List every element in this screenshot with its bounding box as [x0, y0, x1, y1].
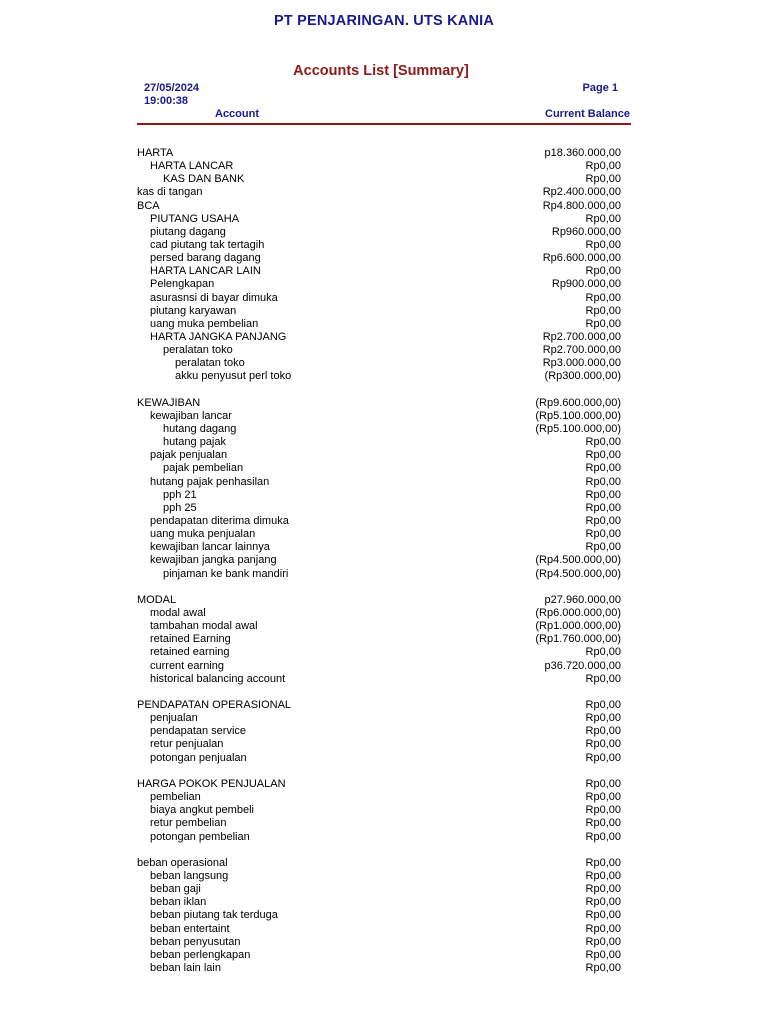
account-balance: (Rp1.000.000,00) — [535, 620, 621, 633]
account-name: piutang karyawan — [150, 304, 237, 317]
account-balance: (Rp4.500.000,00) — [535, 554, 621, 567]
account-row — [137, 738, 621, 751]
account-row — [137, 752, 621, 765]
account-balance: (Rp4.500.000,00) — [535, 567, 621, 580]
page-number: Page 1 — [582, 82, 618, 94]
account-name: pendapatan diterima dimuka — [150, 514, 289, 527]
account-name: modal awal — [150, 607, 206, 620]
account-name: cad piutang tak tertagih — [150, 238, 265, 251]
account-name: hutang pajak — [163, 436, 226, 449]
account-balance: (Rp9.600.000,00) — [535, 396, 621, 409]
account-row — [137, 699, 621, 712]
account-name: retained Earning — [150, 633, 231, 646]
account-row — [137, 252, 621, 265]
account-name: beban perlengkapan — [150, 948, 251, 961]
account-row — [137, 515, 621, 528]
account-name: potongan pembelian — [150, 830, 250, 843]
account-balance: Rp0,00 — [585, 922, 621, 935]
account-balance: Rp2.400.000,00 — [542, 186, 621, 199]
account-row — [137, 370, 621, 383]
account-name: beban piutang tak terduga — [150, 909, 278, 922]
account-group — [137, 147, 621, 384]
account-balance: Rp0,00 — [585, 896, 621, 909]
account-row — [137, 213, 621, 226]
account-name: KAS DAN BANK — [163, 173, 245, 186]
report-title: Accounts List [Summary] — [293, 63, 469, 79]
account-balance: (Rp1.760.000,00) — [535, 633, 621, 646]
account-row — [137, 883, 621, 896]
account-balance: Rp3.000.000,00 — [542, 357, 621, 370]
account-balance: Rp0,00 — [585, 646, 621, 659]
account-name: piutang dagang — [150, 225, 226, 238]
account-balance: Rp2.700.000,00 — [542, 330, 621, 343]
account-row — [137, 712, 621, 725]
account-balance: Rp0,00 — [585, 265, 621, 278]
account-balance: Rp0,00 — [585, 317, 621, 330]
account-balance: Rp0,00 — [585, 304, 621, 317]
account-row — [137, 646, 621, 659]
account-name: akku penyusut perl toko — [175, 370, 292, 383]
account-row — [137, 962, 621, 975]
account-name: MODAL — [137, 593, 177, 606]
account-row — [137, 568, 621, 581]
account-name: kewajiban lancar — [150, 409, 232, 422]
header-divider — [137, 123, 631, 125]
account-balance: (Rp5.100.000,00) — [535, 409, 621, 422]
account-row — [137, 186, 621, 199]
account-name: kas di tangan — [137, 186, 203, 199]
account-balance: p27.960.000,00 — [544, 593, 621, 606]
account-row — [137, 318, 621, 331]
account-balance: Rp0,00 — [585, 501, 621, 514]
account-name: pendapatan service — [150, 725, 247, 738]
account-row — [137, 673, 621, 686]
account-group — [137, 397, 621, 581]
account-balance: p36.720.000,00 — [544, 659, 621, 672]
account-row — [137, 607, 621, 620]
account-balance: Rp900.000,00 — [551, 278, 621, 291]
account-balance: Rp0,00 — [585, 291, 621, 304]
account-row — [137, 265, 621, 278]
account-name: beban penyusutan — [150, 935, 241, 948]
company-name: PT PENJARINGAN. UTS KANIA — [273, 13, 495, 29]
account-name: retur pembelian — [150, 817, 227, 830]
account-group — [137, 778, 621, 844]
account-row — [137, 147, 621, 160]
account-name: historical balancing account — [150, 672, 286, 685]
account-balance: (Rp6.000.000,00) — [535, 607, 621, 620]
account-row — [137, 305, 621, 318]
account-name: BCA — [137, 199, 160, 212]
account-row — [137, 817, 621, 830]
account-balance: Rp0,00 — [585, 160, 621, 173]
account-name: penjualan — [150, 712, 198, 725]
account-row — [137, 909, 621, 922]
account-name: asurasnsi di bayar dimuka — [150, 291, 278, 304]
report-date: 27/05/2024 — [144, 82, 200, 94]
account-row — [137, 594, 621, 607]
account-row — [137, 870, 621, 883]
account-name: HARTA LANCAR — [150, 160, 234, 173]
account-name: peralatan toko — [175, 357, 245, 370]
account-group — [137, 699, 621, 765]
account-balance: Rp0,00 — [585, 935, 621, 948]
account-name: beban gaji — [150, 883, 201, 896]
account-name: peralatan toko — [163, 344, 233, 357]
account-name: HARGA POKOK PENJUALAN — [137, 777, 286, 790]
account-row — [137, 620, 621, 633]
account-balance: Rp0,00 — [585, 791, 621, 804]
account-row — [137, 633, 621, 646]
account-balance: Rp0,00 — [585, 436, 621, 449]
account-balance: (Rp5.100.000,00) — [535, 423, 621, 435]
account-name: pinjaman ke bank mandiri — [163, 567, 289, 580]
account-name: Pelengkapan — [150, 278, 215, 291]
account-name: kewajiban lancar lainnya — [150, 541, 270, 554]
account-row — [137, 476, 621, 489]
account-row — [137, 462, 621, 475]
account-row — [137, 344, 621, 357]
account-balance: Rp0,00 — [585, 212, 621, 225]
account-balance: Rp0,00 — [585, 475, 621, 488]
account-row — [137, 173, 621, 186]
account-row — [137, 436, 621, 449]
account-balance: Rp0,00 — [585, 712, 621, 725]
account-name: PIUTANG USAHA — [150, 212, 240, 225]
account-name: persed barang dagang — [150, 252, 261, 265]
column-header-account: Account — [215, 108, 259, 120]
account-group — [137, 857, 621, 975]
account-row — [137, 778, 621, 791]
account-balance: Rp0,00 — [585, 961, 621, 974]
account-row — [137, 949, 621, 962]
account-name: PENDAPATAN OPERASIONAL — [137, 699, 292, 712]
account-row — [137, 725, 621, 738]
report-time: 19:00:38 — [144, 95, 189, 107]
account-row — [137, 226, 621, 239]
account-name: beban iklan — [150, 896, 207, 909]
account-row — [137, 239, 621, 252]
account-name: pajak penjualan — [150, 449, 228, 462]
account-balance: Rp0,00 — [585, 777, 621, 790]
account-row — [137, 896, 621, 909]
account-balance: Rp0,00 — [585, 804, 621, 817]
column-header-current-balance: Current Balance — [545, 108, 630, 120]
account-name: HARTA JANGKA PANJANG — [150, 330, 287, 343]
account-balance: Rp0,00 — [585, 488, 621, 501]
account-row — [137, 292, 621, 305]
account-name: hutang dagang — [163, 423, 237, 435]
account-name: tambahan modal awal — [150, 620, 258, 633]
account-balance: Rp2.700.000,00 — [542, 344, 621, 357]
account-name: biaya angkut pembeli — [150, 804, 254, 817]
account-row — [137, 831, 621, 844]
account-name: beban entertaint — [150, 922, 230, 935]
account-row — [137, 397, 621, 410]
account-name: potongan penjualan — [150, 751, 247, 764]
account-row — [137, 528, 621, 541]
account-name: kewajiban jangka panjang — [150, 554, 277, 567]
account-balance: Rp0,00 — [585, 449, 621, 462]
account-balance: Rp0,00 — [585, 856, 621, 869]
account-name: current earning — [150, 659, 224, 672]
account-group — [137, 594, 621, 686]
account-row — [137, 857, 621, 870]
account-balance: Rp0,00 — [585, 725, 621, 738]
account-row — [137, 423, 621, 436]
account-name: pembelian — [150, 791, 201, 804]
account-row — [137, 804, 621, 817]
account-balance: Rp0,00 — [585, 672, 621, 685]
account-row — [137, 660, 621, 673]
account-name: uang muka penjualan — [150, 528, 256, 541]
account-balance: Rp0,00 — [585, 909, 621, 922]
account-row — [137, 489, 621, 502]
account-balance: Rp0,00 — [585, 948, 621, 961]
account-name: beban lain lain — [150, 961, 221, 974]
account-name: retained earning — [150, 646, 230, 659]
account-row — [137, 331, 621, 344]
account-balance: Rp0,00 — [585, 462, 621, 475]
account-row — [137, 200, 621, 213]
account-name: pph 21 — [163, 488, 197, 501]
account-name: hutang pajak penhasilan — [150, 475, 270, 488]
account-balance: Rp0,00 — [585, 238, 621, 251]
account-balance: Rp0,00 — [585, 173, 621, 186]
account-name: pajak pembelian — [163, 462, 244, 475]
account-row — [137, 923, 621, 936]
account-row — [137, 502, 621, 515]
account-row — [137, 278, 621, 291]
account-balance: (Rp300.000,00) — [544, 370, 621, 383]
account-row — [137, 936, 621, 949]
account-balance: Rp0,00 — [585, 830, 621, 843]
account-name: beban langsung — [150, 869, 229, 882]
account-balance: Rp0,00 — [585, 528, 621, 541]
account-balance: Rp4.800.000,00 — [542, 199, 621, 212]
account-balance: p18.360.000,00 — [544, 147, 621, 159]
account-row — [137, 791, 621, 804]
account-row — [137, 410, 621, 423]
account-balance: Rp0,00 — [585, 699, 621, 712]
account-row — [137, 541, 621, 554]
account-row — [137, 449, 621, 462]
account-name: HARTA LANCAR LAIN — [150, 265, 261, 278]
account-name: uang muka pembelian — [150, 317, 259, 330]
account-balance: Rp0,00 — [585, 541, 621, 554]
account-row — [137, 160, 621, 173]
account-balance: Rp0,00 — [585, 869, 621, 882]
account-balance: Rp0,00 — [585, 883, 621, 896]
account-name: HARTA — [137, 147, 174, 159]
account-balance: Rp0,00 — [585, 817, 621, 830]
account-name: beban operasional — [137, 856, 228, 869]
account-balance: Rp6.600.000,00 — [542, 252, 621, 265]
account-balance: Rp0,00 — [585, 738, 621, 751]
account-name: KEWAJIBAN — [137, 396, 201, 409]
account-name: retur penjualan — [150, 738, 224, 751]
account-balance: Rp0,00 — [585, 514, 621, 527]
account-name: pph 25 — [163, 501, 197, 514]
account-balance: Rp0,00 — [585, 751, 621, 764]
account-row — [137, 554, 621, 567]
account-row — [137, 357, 621, 370]
account-list — [137, 147, 621, 988]
account-balance: Rp960.000,00 — [551, 225, 621, 238]
